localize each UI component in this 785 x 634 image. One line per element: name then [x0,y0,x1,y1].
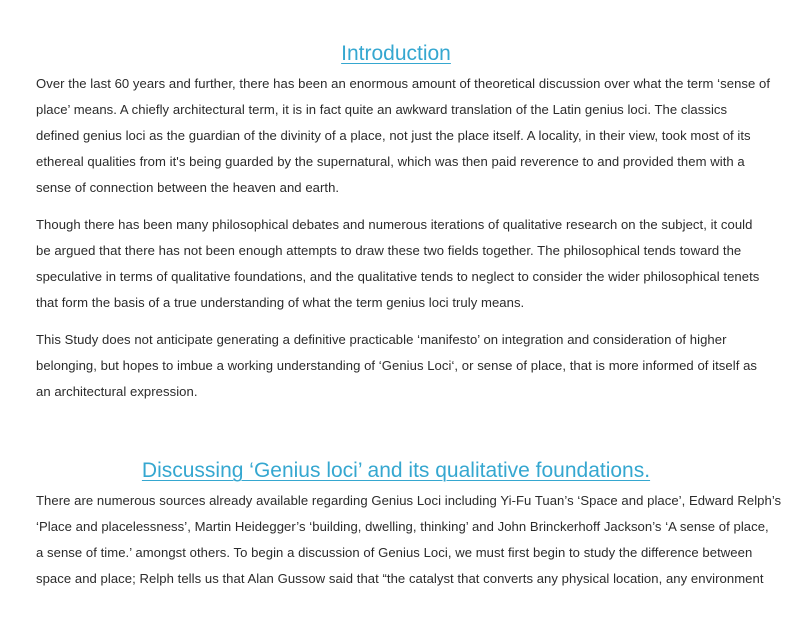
text-line: defined genius loci as the guardian of the divinity of a place, not just the place itself. A locality, in their view, took most of its [36,127,751,143]
text-line: This Study does not anticipate generating a definitive practicable ‘manifesto’ on integration and consideration of higher [36,332,727,347]
text-line: There are numerous sources already available regarding Genius Loci including Yi-Fu Tuan’s ‘Space and place’, Edward Relph’s [36,493,782,508]
text-line: be argued that there has not been enough attempts to draw these two fields together. The philosophical tends toward the [36,242,742,258]
text-line: place’ means. A chiefly architectural term, it is in fact quite an awkward translation of the Latin genius loci. The classics [36,101,728,117]
text-line: space and place; Relph tells us that Alan Gussow said that “the catalyst that converts any physical location, any environment [36,570,764,586]
text-line: a sense of time.’ amongst others. To begin a discussion of Genius Loci, we must first begin to study the difference between [36,544,753,560]
text-line: belonging, but hopes to imbue a working understanding of ‘Genius Loci‘, or sense of place, that is more informed of itself as [36,357,757,373]
intro-paragraph-3 [36,327,757,405]
text-line: Though there has been many philosophical debates and numerous iterations of qualitative research on the subject, it could [36,217,753,232]
discussion-paragraph-1 [36,488,781,592]
intro-paragraph-1 [36,71,770,201]
text-line: an architectural expression. [36,383,198,399]
text-line: Over the last 60 years and further, there has been an enormous amount of theoretical discussion over what the term ‘sense of [36,76,771,91]
section-title-introduction: Introduction [341,42,451,65]
text-line: ethereal qualities from it's being guarded by the supernatural, which was then paid reverence to and provided them with a [36,153,745,169]
text-line: ‘Place and placelessness’, Martin Heidegger’s ‘building, dwelling, thinking’ and John Brinckerhoff Jackson’s ‘A sense of place, [36,518,769,534]
text-line: that form the basis of a true understanding of what the term genius loci truly means. [36,294,525,310]
text-line: speculative in terms of qualitative foundations, and the qualitative tends to neglect to consider the wider philosophical tenets [36,268,760,284]
section-title-genius-loci: Discussing ‘Genius loci’ and its qualitative foundations. [141,459,651,482]
text-line: sense of connection between the heaven and earth. [36,179,340,195]
intro-paragraph-2 [36,212,759,316]
